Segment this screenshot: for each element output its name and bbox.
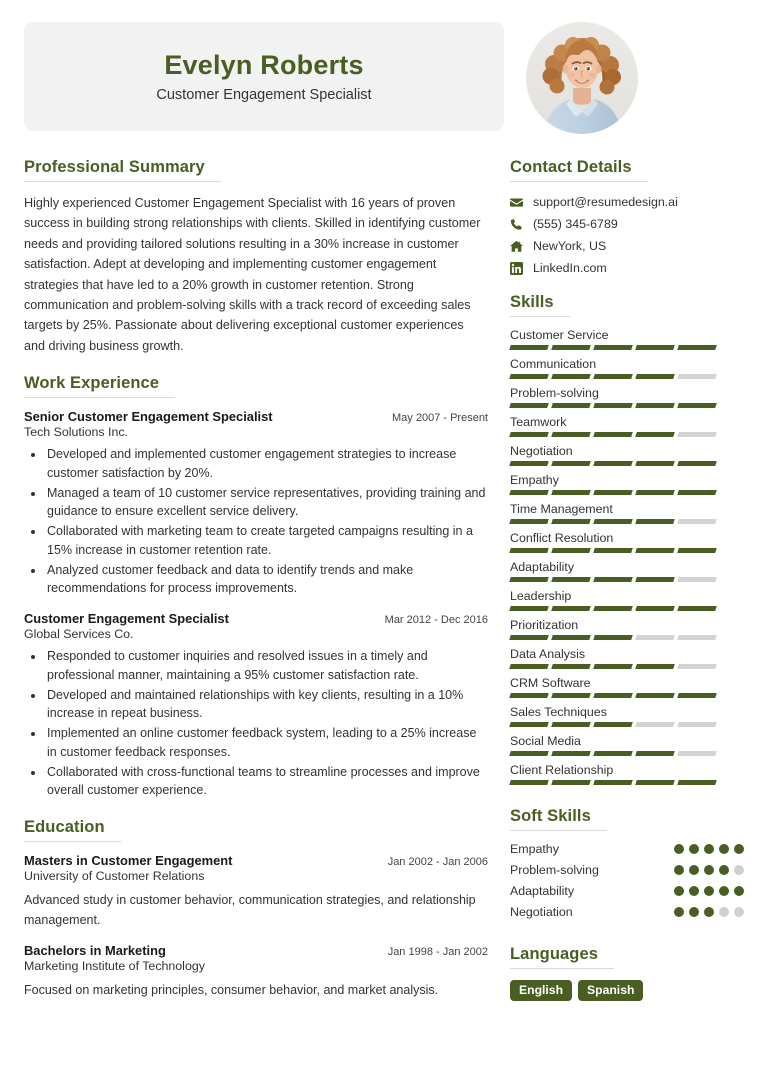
skill-item [510,647,744,669]
rating-dot [674,886,684,896]
skill-bar-segment [635,577,675,582]
soft-skill-label: Negotiation [510,905,573,919]
experience-job-title: Customer Engagement Specialist [24,611,229,627]
skill-label: Prioritization [510,618,579,632]
skill-bar-segment [677,693,717,698]
soft-skills-list [510,842,744,919]
experience-company: Tech Solutions Inc. [24,425,129,440]
rating-dot [719,844,729,854]
skill-bar-segment [509,751,549,756]
soft-skill-item [510,863,744,877]
skill-item [510,415,744,437]
skill-bar-segment [677,374,717,379]
rating-dot [719,907,729,917]
skill-bar-segment [593,548,633,553]
skill-item [510,763,744,785]
skill-bar-segment [551,722,591,727]
resume-header [0,0,768,134]
skill-bar-segment [551,345,591,350]
skill-label: Adaptability [510,560,575,574]
skill-bar-segment [593,722,633,727]
experience-bullet: • Responded to customer inquiries and resolved issues in a timely and professional manner, maintaining a 95% customer satisfaction rate. [45,647,488,685]
skill-bar-segment [677,722,717,727]
soft-skill-item [510,905,744,919]
rating-dot [674,865,684,875]
skill-label: Time Management [510,502,613,516]
skill-item [510,560,744,582]
skill-bar-segment [635,606,675,611]
skill-bar-segment [677,403,717,408]
skill-level-bar [510,635,716,640]
skill-label: Conflict Resolution [510,531,614,545]
rating-dot [689,844,699,854]
skill-bar-segment [635,374,675,379]
skill-bar-segment [635,751,675,756]
experience-entry-head [24,409,488,424]
rating-dot [734,907,744,917]
skill-level-bar [510,780,716,785]
skill-level-bar [510,577,716,582]
experience-date-range: May 2007 - Present [392,412,488,425]
experience-date-range: Mar 2012 - Dec 2016 [384,614,488,627]
skill-bar-segment [509,374,549,379]
skill-bar-segment [551,780,591,785]
skill-bar-segment [635,432,675,437]
skill-item [510,502,744,524]
skill-bar-segment [509,577,549,582]
skill-bar-segment [593,432,633,437]
rating-dot [674,907,684,917]
skill-bar-segment [677,606,717,611]
skill-item [510,531,744,553]
skill-bar-segment [509,664,549,669]
rating-dot [689,865,699,875]
section-heading-education: Education [24,818,121,842]
phone-icon [510,218,527,231]
skill-item [510,386,744,408]
skill-level-bar [510,519,716,524]
soft-skill-rating [674,865,744,875]
skill-bar-segment [677,635,717,640]
skill-bar-segment [677,664,717,669]
linkedin-icon [510,262,527,275]
skill-bar-segment [551,374,591,379]
skill-label: Sales Techniques [510,705,607,719]
skill-bar-segment [509,461,549,466]
section-languages [510,945,744,1001]
skill-bar-segment [551,693,591,698]
skill-bar-segment [551,606,591,611]
skill-bar-segment [551,635,591,640]
languages-list [510,980,744,1001]
skill-bar-segment [551,751,591,756]
language-tag: Spanish [578,980,643,1001]
rating-dot [719,886,729,896]
skill-label: Social Media [510,734,581,748]
skill-bar-segment [509,345,549,350]
rating-dot [734,886,744,896]
soft-skill-label: Problem-solving [510,863,599,877]
contact-location-value: NewYork, US [533,239,607,253]
experience-entry [24,611,488,800]
education-degree: Bachelors in Marketing [24,942,166,958]
skill-level-bar [510,664,716,669]
skill-bar-segment [593,780,633,785]
skill-bar-segment [509,722,549,727]
skill-item [510,734,744,756]
section-heading-contact: Contact Details [510,158,648,182]
skill-bar-segment [677,780,717,785]
skill-bar-segment [593,519,633,524]
section-heading-languages: Languages [510,945,614,969]
education-entries [24,853,488,1000]
skill-bar-segment [635,345,675,350]
soft-skill-label: Empathy [510,842,559,856]
rating-dot [689,907,699,917]
rating-dot [704,865,714,875]
skill-bar-segment [551,490,591,495]
skill-label: Teamwork [510,415,567,429]
skill-bar-segment [635,548,675,553]
home-icon [510,240,527,253]
section-heading-soft-skills: Soft Skills [510,807,607,831]
experience-entries [24,409,488,800]
experience-bullet: • Implemented an online customer feedback system, leading to a 25% increase in customer feedback responses. [45,724,488,762]
skill-bar-segment [509,780,549,785]
experience-bullet: • Developed and implemented customer engagement strategies to increase customer satisfaction by 20%. [45,445,488,483]
summary-text: Highly experienced Customer Engagement Specialist with 16 years of proven success in building strong relationships with clients. Skilled in identifying customer needs and providing tailored solutions resulting in a 30% increase in customer satisfaction. Adept at developing and implementing customer engagement strategies that have led to a 20% growth in customer retention. Strong communication and problem-solving skills with a track record of exceeding sales targets by 25%. Passionate about delivering exceptional customer experiences and driving business growth. [24,196,481,353]
left-column [24,158,510,1019]
skill-bar-segment [509,693,549,698]
skill-item [510,676,744,698]
skill-bar-segment [635,403,675,408]
skill-label: CRM Software [510,676,591,690]
soft-skill-item [510,884,744,898]
section-professional-summary [24,158,488,356]
skills-list [510,328,744,785]
skill-bar-segment [677,519,717,524]
skill-bar-segment [635,664,675,669]
skill-label: Customer Service [510,328,609,342]
skill-bar-segment [635,693,675,698]
skill-bar-segment [509,490,549,495]
skill-bar-segment [593,577,633,582]
education-school: Marketing Institute of Technology [24,958,205,973]
education-description: Advanced study in customer behavior, communication strategies, and relationship management. [24,893,476,927]
skill-item [510,705,744,727]
skill-bar-segment [593,374,633,379]
skill-item [510,589,744,611]
rating-dot [734,865,744,875]
skill-bar-segment [509,432,549,437]
experience-bullet-list [24,445,488,598]
skill-bar-segment [551,461,591,466]
section-contact-details [510,158,744,275]
experience-bullet: • Collaborated with marketing team to create targeted campaigns resulting in a 15% increase in customer retention rate. [45,522,488,560]
education-entry [24,943,488,1000]
education-description: Focused on marketing principles, consumer behavior, and market analysis. [24,982,439,997]
skill-bar-segment [551,519,591,524]
skill-bar-segment [551,577,591,582]
skill-bar-segment [593,490,633,495]
skill-bar-segment [677,577,717,582]
experience-bullet: • Analyzed customer feedback and data to identify trends and make recommendations for process improvements. [45,561,488,599]
name-block [24,22,504,131]
language-tag: English [510,980,572,1001]
candidate-job-title: Customer Engagement Specialist [156,87,372,104]
profile-photo-illustration [526,22,638,134]
skill-label: Negotiation [510,444,573,458]
section-heading-summary: Professional Summary [24,158,221,182]
soft-skill-rating [674,907,744,917]
skill-label: Empathy [510,473,559,487]
envelope-icon [510,196,527,209]
education-entry [24,853,488,930]
profile-photo-wrapper [526,22,638,134]
skill-bar-segment [509,548,549,553]
skill-level-bar [510,374,716,379]
soft-skill-item [510,842,744,856]
rating-dot [719,865,729,875]
skill-bar-segment [551,432,591,437]
skill-bar-segment [593,664,633,669]
skill-bar-segment [551,664,591,669]
skill-bar-segment [635,519,675,524]
contact-item-location[interactable] [510,239,744,253]
rating-dot [704,907,714,917]
soft-skill-rating [674,886,744,896]
skill-bar-segment [635,490,675,495]
skill-bar-segment [677,432,717,437]
skill-label: Leadership [510,589,572,603]
education-date-range: Jan 1998 - Jan 2002 [387,945,488,958]
skill-bar-segment [677,461,717,466]
skill-bar-segment [635,461,675,466]
rating-dot [689,886,699,896]
experience-job-title: Senior Customer Engagement Specialist [24,409,273,425]
skill-label: Data Analysis [510,647,586,661]
contact-item-linkedin[interactable] [510,261,744,275]
skill-bar-segment [551,403,591,408]
education-entry-head [24,943,488,958]
skill-bar-segment [593,693,633,698]
skill-level-bar [510,548,716,553]
soft-skill-rating [674,844,744,854]
skill-bar-segment [593,403,633,408]
skill-level-bar [510,722,716,727]
skill-bar-segment [509,606,549,611]
section-heading-experience: Work Experience [24,374,175,398]
contact-list [510,195,744,275]
skill-bar-segment [677,345,717,350]
rating-dot [704,886,714,896]
contact-item-email[interactable] [510,195,744,209]
skill-bar-segment [593,751,633,756]
skill-bar-segment [551,548,591,553]
skill-bar-segment [635,635,675,640]
section-soft-skills [510,807,744,919]
skill-bar-segment [509,635,549,640]
skill-label: Communication [510,357,597,371]
education-entry-head [24,853,488,868]
rating-dot [734,844,744,854]
rating-dot [704,844,714,854]
experience-bullet: • Collaborated with cross-functional teams to streamline processes and improve overall customer experience. [45,763,488,801]
skill-label: Problem-solving [510,386,599,400]
contact-linkedin-value: LinkedIn.com [533,261,607,275]
skill-bar-segment [593,606,633,611]
education-degree: Masters in Customer Engagement [24,853,233,869]
skill-bar-segment [635,780,675,785]
skill-level-bar [510,490,716,495]
section-heading-skills: Skills [510,293,570,317]
experience-bullet: • Managed a team of 10 customer service representatives, providing training and guidance to ensure excellent service delivery. [45,484,488,522]
skill-level-bar [510,403,716,408]
skill-bar-segment [677,490,717,495]
skill-bar-segment [677,548,717,553]
skill-item [510,444,744,466]
skill-level-bar [510,751,716,756]
skill-bar-segment [635,722,675,727]
skill-bar-segment [593,461,633,466]
skill-level-bar [510,432,716,437]
skill-bar-segment [593,345,633,350]
skill-bar-segment [509,403,549,408]
skill-item [510,357,744,379]
education-school: University of Customer Relations [24,869,205,884]
candidate-name: Evelyn Roberts [164,49,364,80]
soft-skill-label: Adaptability [510,884,575,898]
contact-phone-value: (555) 345-6789 [533,217,618,231]
skill-level-bar [510,693,716,698]
experience-bullet-list [24,647,488,800]
section-skills [510,293,744,785]
skill-item [510,473,744,495]
skill-level-bar [510,461,716,466]
contact-item-phone[interactable] [510,217,744,231]
rating-dot [674,844,684,854]
skill-item [510,328,744,350]
profile-photo [526,22,638,134]
skill-bar-segment [593,635,633,640]
education-date-range: Jan 2002 - Jan 2006 [387,856,488,869]
section-work-experience [24,374,488,800]
skill-level-bar [510,345,716,350]
skill-level-bar [510,606,716,611]
skill-bar-segment [677,751,717,756]
resume-body [0,158,768,1019]
skill-label: Client Relationship [510,763,614,777]
experience-entry-head [24,611,488,626]
experience-company: Global Services Co. [24,627,134,642]
experience-bullet: • Developed and maintained relationships with key clients, resulting in a 10% increase in repeat business. [45,686,488,724]
skill-bar-segment [509,519,549,524]
contact-email-value: support@resumedesign.ai [533,195,678,209]
right-column [510,158,744,1019]
section-education [24,818,488,1000]
skill-item [510,618,744,640]
experience-entry [24,409,488,598]
